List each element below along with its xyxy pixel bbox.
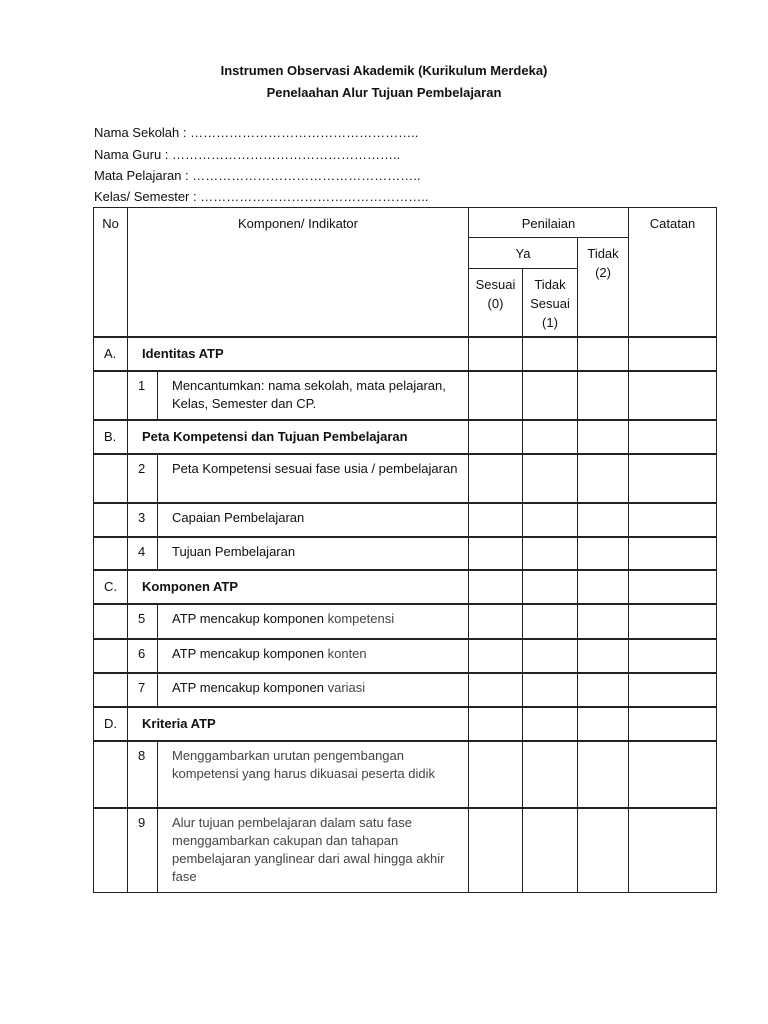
header-tidak-sesuai-line2: Sesuai <box>530 296 570 311</box>
item-text: Capaian Pembelajaran <box>158 503 469 537</box>
section-row-b <box>94 420 717 454</box>
field-blank: …………………………………………….. <box>200 189 429 204</box>
score-cell[interactable] <box>469 707 523 741</box>
table-row <box>94 741 717 808</box>
item-text-gray: variasi <box>327 679 366 695</box>
score-cell[interactable] <box>578 808 629 893</box>
score-cell[interactable] <box>469 741 523 808</box>
score-cell[interactable] <box>469 371 523 420</box>
document-subtitle: Penelaahan Alur Tujuan Pembelajaran <box>266 85 502 100</box>
score-cell[interactable] <box>578 537 629 570</box>
item-number: 8 <box>128 741 158 808</box>
table-row <box>94 454 717 503</box>
score-cell[interactable] <box>523 454 578 503</box>
document-title: Instrumen Observasi Akademik (Kurikulum Merdeka) <box>220 63 548 78</box>
score-cell[interactable] <box>523 503 578 537</box>
score-cell[interactable] <box>523 537 578 570</box>
table-row <box>94 371 717 420</box>
score-cell[interactable] <box>469 420 523 454</box>
note-cell[interactable] <box>629 604 717 639</box>
field-nama-guru <box>94 147 400 162</box>
header-sesuai-label: Sesuai <box>475 277 516 292</box>
section-letter: D. <box>94 707 128 741</box>
observation-table <box>93 207 717 893</box>
score-cell[interactable] <box>523 673 578 707</box>
section-row-d <box>94 707 717 741</box>
note-cell[interactable] <box>629 537 717 570</box>
note-cell[interactable] <box>629 570 717 604</box>
item-text-gray: konten <box>327 645 367 661</box>
score-cell[interactable] <box>469 808 523 893</box>
score-cell[interactable] <box>469 537 523 570</box>
item-text-main: ATP mencakup komponen <box>172 679 328 695</box>
score-cell[interactable] <box>523 639 578 673</box>
score-cell[interactable] <box>523 808 578 893</box>
header-ya: Ya <box>469 238 578 269</box>
item-text: Mencantumkan: nama sekolah, mata pelajaran, Kelas, Semester dan CP. <box>158 371 469 420</box>
note-cell[interactable] <box>629 741 717 808</box>
score-cell[interactable] <box>523 337 578 371</box>
score-cell[interactable] <box>523 604 578 639</box>
section-title: Kriteria ATP <box>128 707 469 741</box>
score-cell[interactable] <box>469 639 523 673</box>
field-blank: …………………………………………….. <box>190 125 419 140</box>
score-cell[interactable] <box>523 707 578 741</box>
table-row <box>94 639 717 673</box>
section-title: Identitas ATP <box>128 337 469 371</box>
header-tidak <box>578 238 629 337</box>
section-row-a <box>94 337 717 371</box>
header-tidak-score: (2) <box>595 265 611 280</box>
field-label: Kelas/ Semester : <box>94 189 201 204</box>
score-cell[interactable] <box>578 741 629 808</box>
score-cell[interactable] <box>578 604 629 639</box>
item-number: 1 <box>128 371 158 420</box>
item-text: Peta Kompetensi sesuai fase usia / pembelajaran <box>158 454 469 503</box>
item-text <box>158 673 469 707</box>
note-cell[interactable] <box>629 503 717 537</box>
table-row <box>94 604 717 639</box>
score-cell[interactable] <box>523 570 578 604</box>
score-cell[interactable] <box>578 707 629 741</box>
score-cell[interactable] <box>523 371 578 420</box>
field-mata-pelajaran <box>94 168 421 183</box>
score-cell[interactable] <box>469 604 523 639</box>
item-text-gray: kompetensi <box>327 610 395 626</box>
item-number: 2 <box>128 454 158 503</box>
table-row <box>94 673 717 707</box>
header-tidak-sesuai-line1: Tidak <box>534 277 566 292</box>
score-cell[interactable] <box>469 454 523 503</box>
score-cell[interactable] <box>578 420 629 454</box>
score-cell[interactable] <box>523 741 578 808</box>
field-label: Mata Pelajaran : <box>94 168 193 183</box>
header-tidak-sesuai <box>523 269 578 337</box>
score-cell[interactable] <box>469 673 523 707</box>
score-cell[interactable] <box>523 420 578 454</box>
note-cell[interactable] <box>629 673 717 707</box>
header-sesuai-score: (0) <box>487 296 504 311</box>
score-cell[interactable] <box>578 570 629 604</box>
field-nama-sekolah <box>94 125 418 140</box>
header-komponen: Komponen/ Indikator <box>128 208 469 337</box>
field-blank: …………………………………………….. <box>172 147 401 162</box>
header-tidak-sesuai-score: (1) <box>542 315 558 330</box>
table-row <box>94 503 717 537</box>
item-text: Tujuan Pembelajaran <box>158 537 469 570</box>
item-text: Alur tujuan pembelajaran dalam satu fase menggambarkan cakupan dan tahapan pembelajaran yanglinear dari awal hingga akhir fase <box>158 808 469 893</box>
item-text-main: ATP mencakup komponen <box>172 610 328 626</box>
score-cell[interactable] <box>578 337 629 371</box>
note-cell[interactable] <box>629 371 717 420</box>
header-no: No <box>94 208 128 337</box>
header-penilaian: Penilaian <box>469 208 629 238</box>
field-kelas-semester <box>94 189 428 204</box>
item-number: 9 <box>128 808 158 893</box>
item-text-main: ATP mencakup komponen <box>172 645 328 661</box>
item-number: 4 <box>128 537 158 570</box>
table-row <box>94 537 717 570</box>
note-cell[interactable] <box>629 337 717 371</box>
header-catatan: Catatan <box>629 208 717 337</box>
note-cell[interactable] <box>629 420 717 454</box>
section-letter: B. <box>94 420 128 454</box>
score-cell[interactable] <box>578 371 629 420</box>
section-row-c <box>94 570 717 604</box>
score-cell[interactable] <box>578 639 629 673</box>
score-cell[interactable] <box>578 673 629 707</box>
item-number: 6 <box>128 639 158 673</box>
note-cell[interactable] <box>629 808 717 893</box>
item-text <box>158 639 469 673</box>
score-cell[interactable] <box>469 337 523 371</box>
header-tidak-label: Tidak <box>587 246 619 261</box>
item-number: 3 <box>128 503 158 537</box>
score-cell[interactable] <box>578 503 629 537</box>
note-cell[interactable] <box>629 707 717 741</box>
header-sesuai <box>469 269 523 337</box>
field-label: Nama Guru : <box>94 147 173 162</box>
field-blank: …………………………………………….. <box>192 168 421 183</box>
item-text <box>158 604 469 639</box>
section-title: Komponen ATP <box>128 570 469 604</box>
item-number: 5 <box>128 604 158 639</box>
score-cell[interactable] <box>469 503 523 537</box>
score-cell[interactable] <box>469 570 523 604</box>
table-row <box>94 808 717 893</box>
section-letter: A. <box>94 337 128 371</box>
note-cell[interactable] <box>629 639 717 673</box>
field-label: Nama Sekolah : <box>94 125 191 140</box>
note-cell[interactable] <box>629 454 717 503</box>
item-number: 7 <box>128 673 158 707</box>
section-title: Peta Kompetensi dan Tujuan Pembelajaran <box>128 420 469 454</box>
score-cell[interactable] <box>578 454 629 503</box>
item-text: Menggambarkan urutan pengembangan kompetensi yang harus dikuasai peserta didik <box>158 741 469 808</box>
section-letter: C. <box>94 570 128 604</box>
